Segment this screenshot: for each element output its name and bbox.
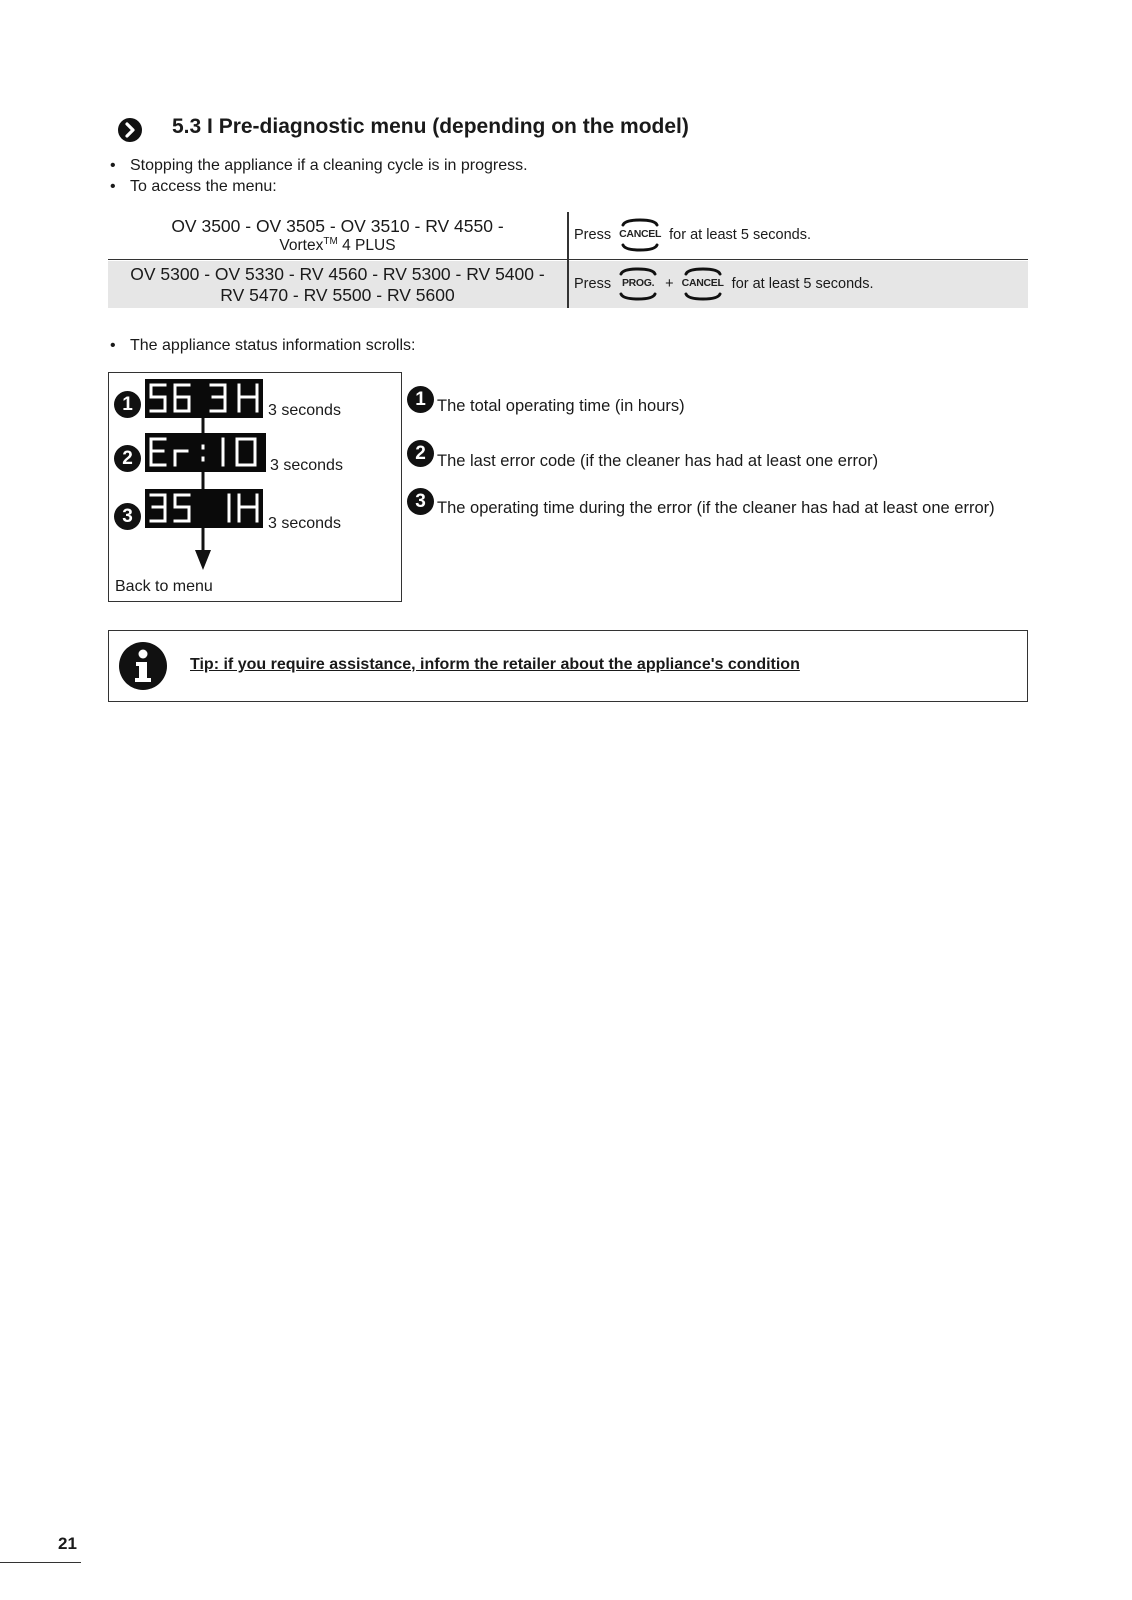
back-to-menu-label: Back to menu [115, 578, 213, 595]
bullet-stopping: • Stopping the appliance if a cleaning cycle is in progress. [110, 157, 528, 174]
legend-number-badge: 1 [407, 386, 434, 413]
section-title: 5.3 I Pre-diagnostic menu (depending on the model) [172, 115, 689, 138]
instruction-cell: Press CANCEL for at least 5 seconds. [574, 218, 811, 252]
step-number-badge: 2 [114, 445, 141, 472]
info-icon [119, 642, 167, 690]
legend-number-badge: 3 [407, 488, 434, 515]
step-duration: 3 seconds [270, 457, 343, 474]
models-cell: OV 3500 - OV 3505 - OV 3510 - RV 4550 - Vortex™ 4 PLUS [171, 216, 504, 254]
step-duration: 3 seconds [268, 402, 341, 419]
legend-item-text: The total operating time (in hours) [437, 397, 685, 415]
models-cell: OV 5300 - OV 5330 - RV 4560 - RV 5300 - RV 5400 - RV 5470 - RV 5500 - RV 5600 [130, 264, 545, 305]
legend-number-badge: 2 [407, 440, 434, 467]
step-duration: 3 seconds [268, 515, 341, 532]
lcd-display [145, 433, 266, 472]
cancel-button-icon: CANCEL [680, 267, 726, 301]
bullet-access-menu: • To access the menu: [110, 178, 277, 195]
lcd-display [145, 489, 263, 528]
step-number-badge: 1 [114, 391, 141, 418]
legend-item-text: The last error code (if the cleaner has had at least one error) [437, 452, 879, 470]
chevron-right-icon [118, 118, 142, 142]
step-number-badge: 3 [114, 503, 141, 530]
prog-button-icon: PROG. [617, 267, 659, 301]
instruction-cell: Press PROG. + CANCEL for at least 5 seconds. [574, 267, 874, 301]
cancel-button-icon: CANCEL [617, 218, 663, 252]
legend-item-text: The operating time during the error (if the cleaner has had at least one error) [437, 499, 995, 517]
bullet-status-scrolls: • The appliance status information scrolls: [110, 337, 416, 354]
page-number-rule [0, 1562, 81, 1563]
table-divider [567, 212, 569, 308]
lcd-display [145, 379, 263, 418]
page-number: 21 [58, 1534, 77, 1553]
tip-text: Tip: if you require assistance, inform the retailer about the appliance's condition [190, 656, 800, 673]
